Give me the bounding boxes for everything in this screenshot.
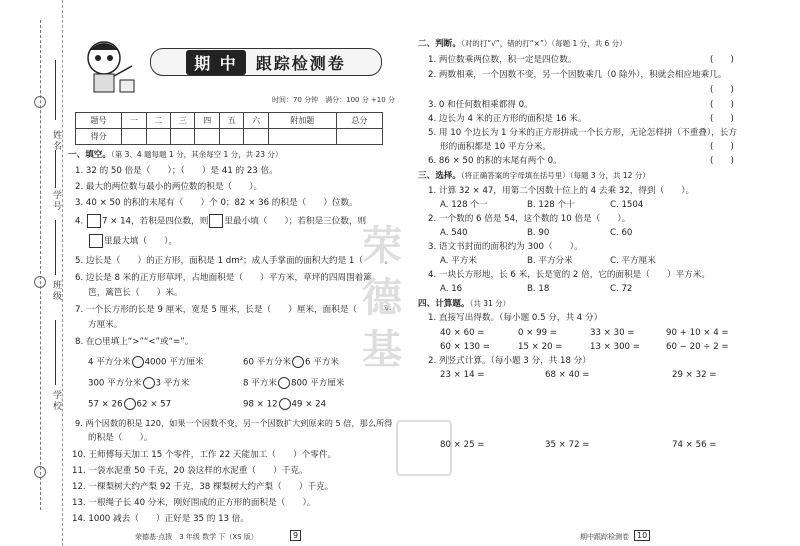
compare-item — [88, 377, 190, 390]
question-7b: 方厘米。 — [88, 320, 123, 330]
page-number-left: 9 — [290, 530, 301, 541]
question-4-line2 — [88, 234, 177, 248]
score-cell: 五 — [219, 113, 243, 129]
section-note: （对的打“√”，错的打“×”）（每题 1 分，共 6 分） — [460, 39, 627, 48]
score-input-cell[interactable] — [146, 129, 170, 145]
score-value-row — [76, 129, 383, 145]
question-11: 11. 一袋水泥重 50 千克，20 袋这样的水泥重（ ）千克。 — [72, 466, 308, 476]
answer-paren[interactable]: ( ) — [710, 156, 734, 166]
student-no-blank[interactable] — [55, 150, 56, 188]
section-3-heading — [418, 170, 650, 182]
section-note: （第 3、4 题每题 1 分，其余每空 1 分，共 23 分） — [110, 150, 283, 159]
question-1: 1. 32 的 50 倍是（ ）；（ ）是 41 的 23 倍。 — [75, 166, 278, 176]
mascot-illustration — [78, 36, 138, 100]
choice-3: 3. 语文书封面的面积约为 300（ ）。 — [428, 242, 583, 252]
score-input-cell[interactable] — [122, 129, 146, 145]
score-input-cell[interactable] — [244, 129, 268, 145]
compare-circle[interactable] — [124, 398, 136, 410]
compare-circle[interactable] — [278, 377, 290, 389]
judge-5b: 形的面积都是 10 平方分米。 — [440, 142, 551, 152]
compare-right: 800 平方厘米 — [290, 378, 345, 389]
score-cell: 三 — [171, 113, 195, 129]
page-number-right: 10 — [634, 530, 650, 541]
binding-hole — [34, 466, 46, 478]
question-6a: 6. 边长是 8 米的正方形草坪，占地面积是（ ）平方米，草坪的四周围着篱 — [75, 273, 372, 283]
exam-meta: 时间：70 分钟 满分：100 分 +10 分 — [272, 96, 395, 104]
option: B. 128 个十 — [527, 200, 575, 210]
answer-paren[interactable]: ( ) — [710, 85, 734, 95]
judge-4: 4. 边长为 4 米的正方形的面积是 16 米。 — [428, 114, 587, 124]
compare-circle[interactable] — [292, 356, 304, 368]
school-blank[interactable] — [55, 320, 56, 385]
compare-item — [243, 356, 339, 369]
binding-hole — [34, 96, 46, 108]
compare-item — [88, 356, 204, 369]
section-4-heading — [418, 298, 510, 310]
score-cell: 题号 — [76, 113, 122, 129]
option: A. 平方米 — [440, 256, 477, 266]
student-no-label: 学号 — [51, 190, 61, 212]
banner-title: 跟踪检测卷 — [255, 53, 346, 73]
score-label-cell: 得分 — [76, 129, 122, 145]
choice-4: 4. 一块长方形地，长 6 米，长是宽的 2 倍，它的面积是（ ）平方米。 — [428, 270, 711, 280]
compare-item — [243, 398, 326, 411]
section-note: （将正确答案的字母填在括号里）（每题 3 分，共 12 分） — [460, 171, 650, 180]
oral-calc: 60 × 130 = — [440, 342, 490, 352]
question-14: 14. 1000 减去（ ）正好是 35 的 13 倍。 — [72, 514, 249, 524]
option: A. 128 个一 — [440, 200, 488, 210]
score-input-cell[interactable] — [171, 129, 195, 145]
compare-item — [88, 398, 171, 411]
choice-2: 2. 一个数的 6 倍是 54，这个数的 10 倍是（ ）。 — [428, 214, 631, 224]
oral-calc: 60 − 20 ÷ 2 = — [666, 342, 729, 352]
score-cell: 二 — [146, 113, 170, 129]
question-text: 里最大填（ ）。 — [104, 236, 178, 247]
school-label: 学校 — [51, 390, 61, 412]
compare-right: 62 × 57 — [136, 399, 172, 410]
score-table — [75, 112, 383, 145]
vertical-calc: 29 × 32 = — [672, 370, 717, 380]
answer-paren[interactable]: ( ) — [710, 114, 734, 124]
compare-circle[interactable] — [143, 377, 155, 389]
calc-1-instruction: 1. 直接写出得数。（每小题 0.5 分，共 4 分） — [428, 313, 603, 323]
option: B. 平方分米 — [527, 256, 573, 266]
section-note: （共 31 分） — [469, 299, 511, 308]
score-cell: 一 — [122, 113, 146, 129]
compare-circle[interactable] — [279, 398, 291, 410]
score-input-cell[interactable] — [268, 129, 336, 145]
oral-calc: 13 × 300 = — [590, 342, 640, 352]
compare-right: 6 平方米 — [305, 357, 340, 368]
score-cell: 四 — [195, 113, 219, 129]
vertical-calc: 74 × 56 = — [672, 440, 717, 450]
binding-strip — [0, 0, 63, 546]
vertical-calc: 68 × 40 = — [545, 370, 590, 380]
watermark: 荣德基 — [362, 223, 402, 373]
vertical-calc: 23 × 14 = — [440, 370, 485, 380]
question-6b: 笆，篱笆长（ ）米。 — [88, 288, 183, 298]
compare-item — [243, 377, 345, 390]
question-9a: 9. 两个因数的积是 120，如果一个因数不变，另一个因数扩大到原来的 5 倍，那么所得 — [75, 418, 393, 428]
question-9b: 的积是（ ）。 — [88, 433, 153, 443]
score-cell: 总分 — [336, 113, 382, 129]
option: C. 60 — [610, 228, 633, 238]
score-input-cell[interactable] — [195, 129, 219, 145]
judge-5a: 5. 用 10 个边长为 1 分米的正方形拼成一个长方形，无论怎样拼（不重叠），长方 — [428, 128, 737, 138]
score-header-row — [76, 113, 383, 129]
compare-left: 8 平方米 — [243, 378, 277, 389]
score-cell: 六 — [244, 113, 268, 129]
judge-1: 1. 两位数乘两位数，积一定是四位数。 — [428, 55, 577, 65]
question-12: 12. 一棵梨树大约产梨 92 千克，38 棵梨树大约产梨（ ）千克。 — [72, 482, 334, 492]
vertical-calc: 35 × 72 = — [545, 440, 590, 450]
left-footer: 荣德基·点拨 3 年级 数学 下（XS 版） — [135, 533, 258, 541]
option: B. 18 — [527, 284, 550, 294]
question-10: 10. 王师傅每天加工 15 个零件，工作 22 天能加工（ ）个零件。 — [72, 450, 337, 460]
option: A. 540 — [440, 228, 468, 238]
blank-box[interactable] — [89, 234, 103, 248]
class-label: 班级 — [51, 280, 61, 302]
section-1-heading — [68, 149, 282, 161]
class-blank[interactable] — [55, 220, 56, 275]
score-input-cell[interactable] — [336, 129, 382, 145]
oral-calc: 0 × 99 = — [518, 328, 557, 338]
section-2-heading — [418, 38, 627, 50]
compare-right: 49 × 24 — [291, 399, 327, 410]
binding-hole — [34, 276, 46, 288]
oral-calc: 90 + 10 × 4 = — [666, 328, 729, 338]
section-title: 一、填空。 — [68, 150, 111, 160]
option: C. 平方厘米 — [610, 256, 656, 266]
judge-2: 2. 两数相乘，一个因数不变，另一个因数乘几（0 除外），积就会相应地乘几。 — [428, 70, 727, 80]
question-text: 里最小填（ ）；若积是三位数，则 — [224, 216, 367, 227]
oral-calc: 33 × 30 = — [590, 328, 635, 338]
choice-1: 1. 计算 32 × 47，用第二个因数十位上的 4 去乘 32，得到（ ）。 — [428, 186, 695, 196]
question-3: 3. 40 × 50 的积的末尾有（ ）个 0；82 × 36 的积是（ ）位数。 — [75, 198, 358, 208]
judge-6: 6. 86 × 50 的积的末尾有两个 0。 — [428, 156, 562, 166]
cut-line — [40, 20, 41, 510]
oral-calc: 40 × 60 = — [440, 328, 485, 338]
vertical-calc: 80 × 25 = — [440, 440, 485, 450]
compare-left: 60 平方分米 — [243, 357, 292, 368]
blank-box[interactable] — [209, 214, 223, 228]
calc-2-instruction: 2. 列竖式计算。（每小题 3 分，共 18 分） — [428, 356, 591, 366]
compare-left: 4 平方分米 — [88, 357, 131, 368]
right-footer: 期中跟踪检测卷 — [580, 533, 629, 541]
question-text: 7 × 14，若积是四位数，则 — [101, 216, 209, 227]
compare-right: 3 平方米 — [155, 378, 190, 389]
question-2: 2. 最大的两位数与最小的两位数的积是（ ）。 — [75, 182, 263, 192]
option: A. 16 — [440, 284, 463, 294]
question-13: 13. 一根绳子长 40 分米，刚好围成的正方形的面积是（ ）。 — [72, 498, 316, 508]
score-input-cell[interactable] — [219, 129, 243, 145]
question-5: 5. 边长是（ ）的正方形，面积是 1 dm²；成人手掌面的面积大约是 1（ ）。 — [75, 256, 394, 266]
question-4 — [75, 214, 366, 228]
name-blank[interactable] — [55, 60, 56, 120]
judge-3: 3. 0 和任何数相乘都得 0。 — [428, 100, 533, 110]
option: C. 1504 — [610, 200, 644, 210]
exam-title-banner — [150, 48, 382, 76]
option: C. 72 — [610, 284, 633, 294]
blank-box[interactable] — [87, 214, 101, 228]
name-label: 姓名 — [51, 130, 61, 152]
compare-left: 98 × 12 — [243, 399, 278, 410]
question-number: 4. — [75, 216, 84, 227]
compare-right: 4000 平方厘米 — [144, 357, 204, 368]
compare-circle[interactable] — [132, 356, 144, 368]
section-title: 四、计算题。 — [418, 299, 470, 309]
score-cell: 附加题 — [268, 113, 336, 129]
answer-paren[interactable]: ( ) — [710, 142, 734, 152]
option: B. 90 — [527, 228, 550, 238]
question-8: 8. 在○里填上“>”“<”或“=”。 — [75, 337, 194, 347]
compare-left: 300 平方分米 — [88, 378, 142, 389]
question-7a: 7. 一个长方形的长是 9 厘米，宽是 5 厘米，长是（ ）厘米，面积是（ ）平 — [75, 305, 392, 315]
banner-prefix: 期 中 — [186, 50, 246, 75]
section-title: 二、判断。 — [418, 39, 461, 49]
answer-paren[interactable]: ( ) — [710, 55, 734, 65]
oral-calc: 15 × 20 = — [518, 342, 563, 352]
compare-left: 57 × 26 — [88, 399, 123, 410]
section-title: 三、选择。 — [418, 171, 461, 181]
answer-paren[interactable]: ( ) — [710, 100, 734, 110]
